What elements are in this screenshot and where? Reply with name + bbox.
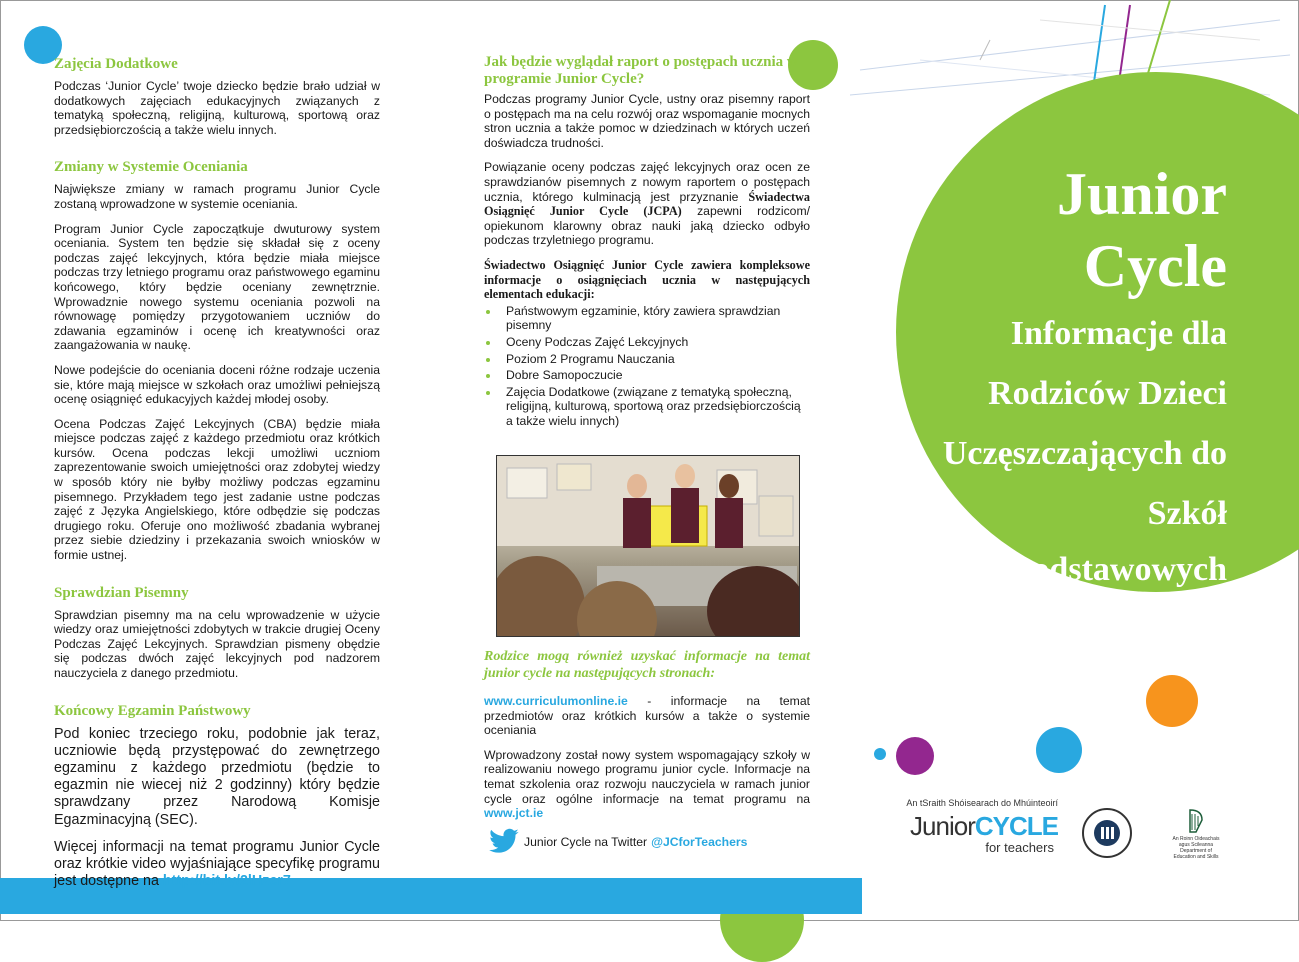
- paragraph-text: - informacje na temat przedmiotów oraz krótkich kursów a także o systemie oceniania: [484, 694, 810, 738]
- cover-subtitle: Szkół: [1147, 495, 1227, 532]
- cover-subtitle: Informacje dla: [1010, 315, 1227, 352]
- harp-icon: [1186, 808, 1206, 834]
- paragraph: [484, 694, 810, 738]
- list-item: Dobre Samopoczucie: [484, 368, 810, 383]
- paragraph: Nowe podejście do oceniania doceni różne rodzaje uczenia sie, które mają miejsce w szkołach oraz umożliwi pełniejszą ocenę osiągnięć edukacyjych każdej młodej osoby.: [54, 362, 380, 407]
- middle-column: [484, 54, 810, 440]
- curriculumonline-link[interactable]: www.curriculumonline.ie: [484, 694, 628, 708]
- paragraph: Pod koniec trzeciego roku, podobnie jak teraz, uczniowie będą przystępować do zewnętrzego egzaminu z każdego przedmiotu (będzie to egazmin nie wiecej niż 2 godzinny) który będzie sprawdzany przez Narodową Komisje Egazminacyjną (SEC).: [54, 725, 380, 828]
- section-title: Zajęcia Dodatkowe: [54, 56, 178, 72]
- jct-logo-tagline: for teachers: [985, 840, 1054, 855]
- dept-text: Department of: [1180, 848, 1212, 854]
- twitter-text: Junior Cycle na Twitter: [524, 835, 648, 849]
- paragraph: [54, 839, 380, 891]
- paragraph-text: Wprowadzony został nowy system wspomagający szkoły w realizowaniu nowego programu junior cycle. Informacje na temat szkolenia oraz rozwoju nauczyciela w ramach junior cycle oraz ogólne informacje na temat programu na: [484, 747, 810, 806]
- blue-dot-decoration: [1036, 727, 1082, 773]
- elements-list: [484, 304, 810, 429]
- cover-title-cycle: Cycle: [1083, 233, 1227, 299]
- cover-subtitle: Podstawowych: [1011, 551, 1227, 588]
- section-title: Jak będzie wyglądał raport o postępach ucznia w programie Junior Cycle?: [484, 54, 798, 87]
- section-title: Zmiany w Systemie Oceniania: [54, 159, 248, 176]
- twitter-handle-link[interactable]: @JCforTeachers: [651, 835, 748, 849]
- section-title: Sprawdzian Pisemny: [54, 584, 189, 601]
- paragraph: [484, 160, 810, 248]
- classroom-photo: [496, 455, 800, 637]
- paragraph: Program Junior Cycle zapoczątkuje dwuturowy system oceniania. System ten będzie się składał się z oceny podczas zajęć lekcyjnych, która będzie miała miejsce podczas trzy letniego programu oraz państwowego egaminu końcowego, który będzie oceniany zewnętrznie. Wprowadznie nowego systemu oceniania pozwoli na równowagę pomiędzy przygotowaniem uczniów do zdawania egzaminów i ocenę ich kreatywności oraz zaangażowania w naukę.: [54, 221, 380, 353]
- paragraph: Sprawdzian pisemny ma na celu wprowadzenie w użycie wiedzy oraz umiejętności zdobytych w trakcie drugiej Oceny Podczas Zajęć Lekcyjnych. Sprawdzian pismeny obędzie się podczas dwóch zajęć lekcyjnych pod nadzorem nauczyciela z danego przedmiotu.: [54, 607, 380, 680]
- list-item: Zajęcia Dodatkowe (związane z tematyką społeczną, religijną, kulturową, sportową oraz przedsiębiorczością a także wielu innych): [484, 385, 810, 429]
- purple-dot-decoration: [896, 737, 934, 775]
- list-item: Państwowym egzaminie, który zawiera sprawdzian pisemny: [484, 304, 810, 333]
- middle-lower: [484, 648, 810, 831]
- dept-text: agus Scileanna: [1178, 842, 1214, 848]
- section-title: Końcowy Egzamin Państwowy: [54, 702, 251, 719]
- seal-logo: [1082, 808, 1132, 858]
- twitter-bird-icon: [488, 828, 520, 856]
- blue-dot-decoration: [874, 748, 886, 760]
- paragraph-text: zapewni rodzicom/ opiekunom klarowny obraz nauki jaką dziecko odbyło podczas trzyletniego programu.: [484, 204, 810, 248]
- seal-icon: [1092, 818, 1122, 848]
- paragraph: Największe zmiany w ramach programu Junior Cycle zostaną wprowadzone w systemie oceniania.: [54, 182, 380, 211]
- bitly-link[interactable]: http://bit.ly/2lHzcr7: [162, 873, 291, 890]
- jct-logo: [898, 798, 1058, 855]
- jct-logo-wordmark: JuniorCYCLE: [910, 811, 1058, 841]
- paragraph: [484, 748, 810, 821]
- callout: Rodzice mogą również uzyskać informacje na temat junior cycle na następujących stronach:: [484, 649, 810, 681]
- jct-link[interactable]: www.jct.ie: [484, 806, 544, 821]
- paragraph: Ocena Podczas Zajęć Lekcyjnych (CBA) będzie miała miejsce podczas zajęć z każdego przedmiotu oraz krótkich kursów. Ocena podczas lekcji umożliwi uczniom zaprezentowanie swoich umiejętności oraz zdobytej wiedzy w sposób który nie byłby możliwy podczas egzaminu pisemnego. Przykładem tego jest zadanie ustne podczas zajęć z Języka Angielskiego, które odbędzie się podczas drugiego roku. Oferuje ono możliwość zbadania wybranej przez siebie dziedziny i przekazania swoich wniosków w formie ustnej.: [54, 416, 380, 563]
- paragraph: Podczas programy Junior Cycle, ustny oraz pisemny raport o postępach ma na celu rozwój oraz wspomaganie mocnych stron ucznia a także pomoc w dziedzinach w których uczeń doświadcza trudności.: [484, 92, 810, 150]
- department-logo: [1166, 808, 1226, 860]
- paragraph-text: Powiązanie oceny podczas zajęć lekcyjnych oraz ocen ze sprawdzianów pisemnych z nowym raportem o postępach ucznia, którego kulminacją jest przyznanie: [484, 160, 810, 204]
- dept-text: Education and Skills: [1173, 854, 1219, 860]
- dept-text: An Roinn Oideachais: [1172, 836, 1220, 842]
- cover-subtitle: Rodziców Dzieci: [988, 375, 1227, 412]
- cover-subtitle: Uczęszczających do: [942, 435, 1227, 472]
- list-item: Poziom 2 Programu Nauczania: [484, 352, 810, 367]
- orange-dot-decoration: [1146, 675, 1198, 727]
- list-item: Oceny Podczas Zajęć Lekcyjnych: [484, 335, 810, 350]
- paragraph: Podczas ‘Junior Cycle’ twoje dziecko będzie brało udział w dodatkowych zajęciach edukacyjnych związanych z tematyką społeczną, religijną, kulturową, sportową oraz przedsiębiorczością a także wielu innych.: [54, 79, 380, 137]
- cover-title-junior: Junior: [1056, 161, 1227, 227]
- twitter-row: [488, 828, 747, 856]
- left-column: [54, 56, 380, 900]
- paragraph-text: Więcej informacji na temat programu Junior Cycle oraz krótkie video wyjaśniające specyfikę programu jest dostępne na: [54, 838, 380, 890]
- jcpa-label: Świadectwa Osiągnięć Junior Cycle (JCPA): [484, 189, 811, 219]
- paragraph: Świadectwo Osiągnięć Junior Cycle zawiera kompleksowe informacje o osiągnięciach ucznia w następujących elementach edukacji:: [484, 257, 810, 302]
- jct-logo-irish: An tSraith Shóisearach do Mhúinteoirí: [906, 798, 1058, 808]
- classroom-illustration: [497, 456, 799, 636]
